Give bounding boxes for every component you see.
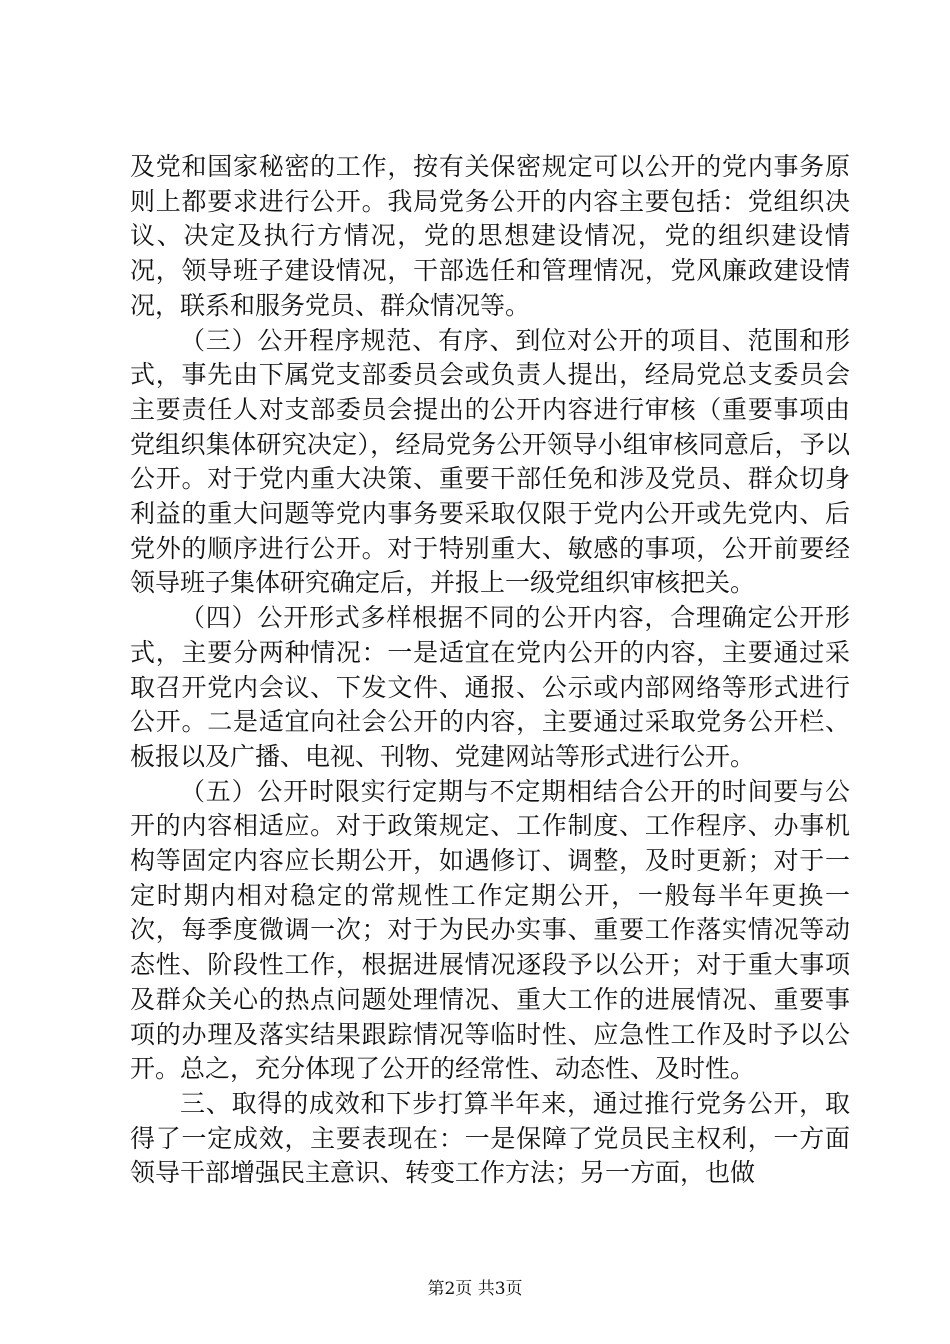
paragraph-results: 三、取得的成效和下步打算半年来，通过推行党务公开，取得了一定成效，主要表现在：一是保障了党员民主权利，一方面领导干部增强民主意识、转变工作方法；另一方面，也做: [130, 1088, 850, 1188]
paragraph-section-5: （五）公开时限实行定期与不定期相结合公开的时间要与公开的内容相适应。对于政策规定、工作制度、工作程序、办事机构等固定内容应长期公开，如遇修订、调整，及时更新；对于一定时期内相对稳定的常规性工作定期公开，一般每半年更换一次，每季度微调一次；对于为民办实事、重要工作落实情况等动态性、阶段性工作，根据进展情况逐段予以公开；对于重大事项及群众关心的热点问题处理情况、重大工作的进展情况、重要事项的办理及落实结果跟踪情况等临时性、应急性工作及时予以公开。总之，充分体现了公开的经常性、动态性、及时性。: [130, 776, 850, 1084]
paragraph-section-4: （四）公开形式多样根据不同的公开内容，合理确定公开形式，主要分两种情况：一是适宜在党内公开的内容，主要通过采取召开党内会议、下发文件、通报、公示或内部网络等形式进行公开。二是适宜向社会公开的内容，主要通过采取党务公开栏、板报以及广播、电视、刊物、党建网站等形式进行公开。: [130, 603, 850, 771]
page-footer: 第2页 共3页: [427, 1279, 523, 1299]
paragraph-continued: 及党和国家秘密的工作，按有关保密规定可以公开的党内事务原则上都要求进行公开。我局党务公开的内容主要包括：党组织决议、决定及执行方情况，党的思想建设情况，党的组织建设情况，领导班子建设情况，干部选任和管理情况，党风廉政建设情况，联系和服务党员、群众情况等。: [130, 152, 850, 320]
paragraph-section-3: （三）公开程序规范、有序、到位对公开的项目、范围和形式，事先由下属党支部委员会或负责人提出，经局党总支委员会主要责任人对支部委员会提出的公开内容进行审核（重要事项由党组织集体研究决定），经局党务公开领导小组审核同意后，予以公开。对于党内重大决策、重要干部任免和涉及党员、群众切身利益的重大问题等党内事务要采取仅限于党内公开或先党内、后党外的顺序进行公开。对于特别重大、敏感的事项，公开前要经领导班子集体研究确定后，并报上一级党组织审核把关。: [130, 325, 850, 598]
document-body: [130, 150, 850, 1191]
